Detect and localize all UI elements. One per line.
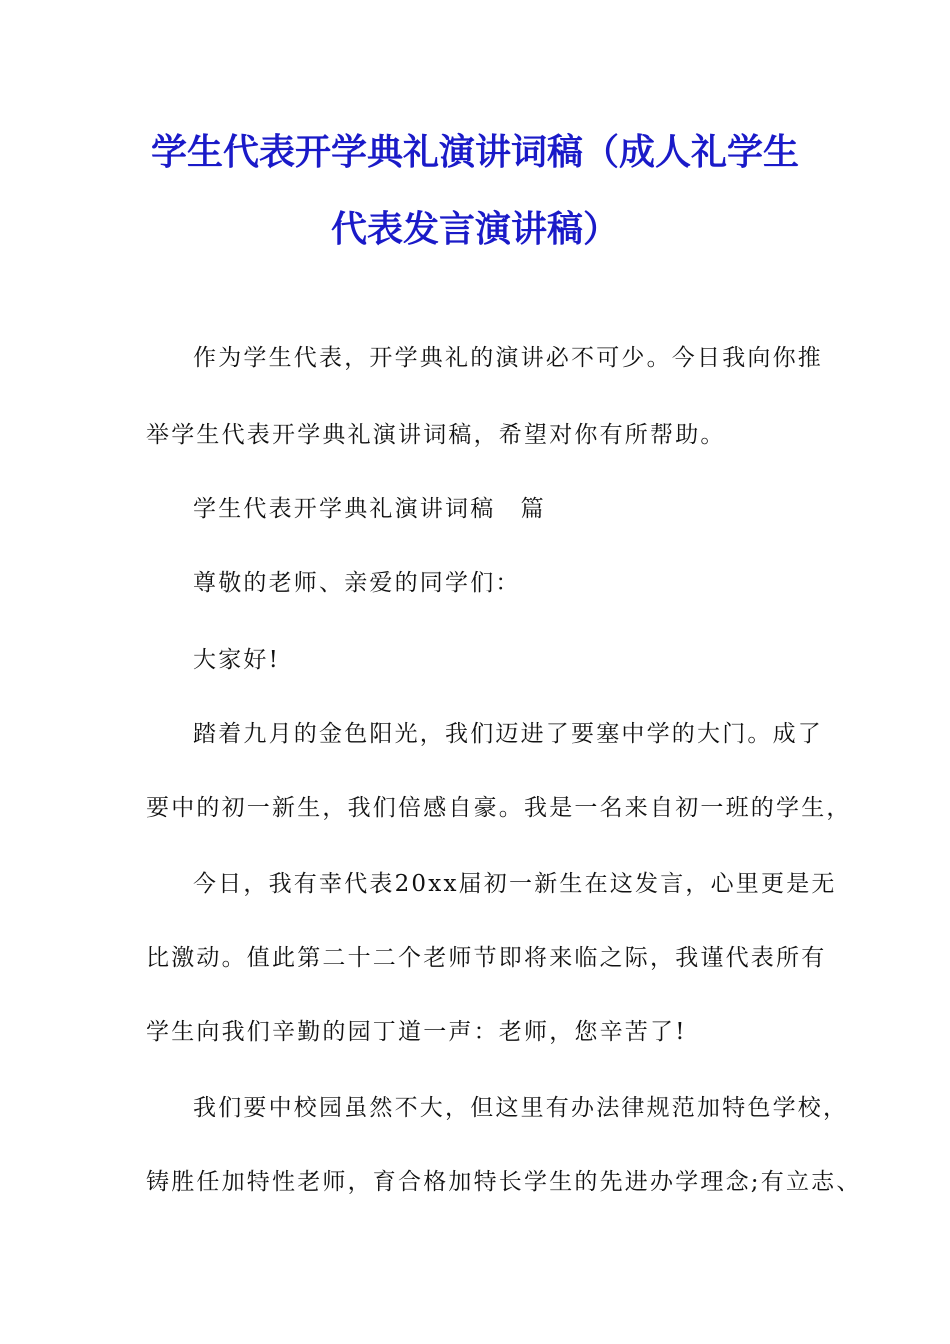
document-title-line-2: 代表发言演讲稿）: [330, 209, 619, 250]
paragraph-line: 比激动。值此第二十二个老师节即将来临之际，我谨代表所有: [146, 945, 827, 971]
salutation: 尊敬的老师、亲爱的同学们：: [193, 570, 521, 596]
paragraph-line: 今日，我有幸代表20xx届初一新生在这发言，心里更是无: [193, 871, 837, 897]
paragraph-line: 学生向我们辛勤的园丁道一声：老师，您辛苦了!: [146, 1019, 687, 1045]
section-heading: 学生代表开学典礼演讲词稿 篇: [193, 496, 546, 522]
paragraph-line: 踏着九月的金色阳光，我们迈进了要塞中学的大门。成了: [193, 721, 823, 747]
greeting: 大家好!: [193, 647, 281, 673]
document-title-line-1: 学生代表开学典礼演讲词稿（成人礼学生: [150, 132, 799, 173]
paragraph-line: 作为学生代表，开学典礼的演讲必不可少。今日我向你推: [193, 345, 823, 371]
paragraph-line: 举学生代表开学典礼演讲词稿，希望对你有所帮助。: [146, 422, 726, 448]
paragraph-line: 要中的初一新生，我们倍感自豪。我是一名来自初一班的学生，: [146, 795, 852, 821]
paragraph-line: 我们要中校园虽然不大，但这里有办法律规范加特色学校，: [193, 1095, 849, 1121]
paragraph-line: 铸胜任加特性老师，育合格加特长学生的先进办学理念;有立志、: [146, 1169, 862, 1195]
